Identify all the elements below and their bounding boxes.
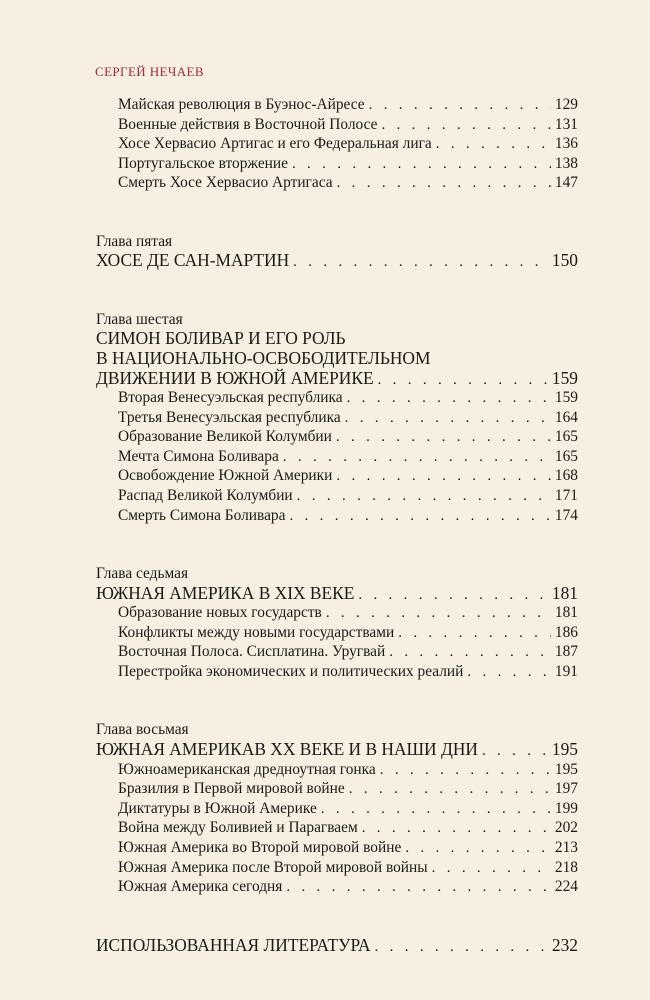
toc-entry-title: Диктатуры в Южной Америке: [118, 799, 317, 817]
table-of-contents: [96, 95, 578, 955]
toc-entry-title: Образование новых государств: [118, 604, 322, 622]
toc-entry-title: Освобождение Южной Америки: [118, 467, 333, 485]
toc-entry-page: 187: [554, 643, 578, 661]
toc-entry[interactable]: [96, 486, 578, 506]
toc-entry[interactable]: [96, 662, 578, 682]
toc-entry-title: Перестройка экономических и политических реалий: [118, 663, 464, 680]
toc-entry-title: Восточная Полоса. Сисплатина. Уругвай: [118, 643, 386, 661]
toc-entry[interactable]: [96, 779, 578, 799]
dot-leader: [289, 507, 550, 527]
dot-leader: [347, 389, 551, 409]
literature-page: 232: [551, 934, 578, 955]
toc-entry-page: 174: [554, 506, 578, 524]
toc-entry[interactable]: [96, 388, 578, 408]
toc-entry[interactable]: [96, 154, 578, 174]
toc-entry[interactable]: [96, 858, 578, 878]
toc-entry-page: 131: [554, 115, 578, 133]
toc-entry[interactable]: [96, 760, 578, 780]
toc-entry-page: 165: [554, 428, 578, 446]
chapter-title-entry[interactable]: [96, 584, 578, 604]
toc-entry-page: 181: [554, 604, 578, 622]
toc-entry-page: 202: [554, 819, 578, 837]
toc-entry-title: Образование Великой Колумбии: [118, 428, 332, 446]
running-header-author: СЕРГЕЙ НЕЧАЕВ: [95, 64, 204, 79]
dot-leader: [432, 859, 551, 879]
toc-entry-title: Южная Америка после Второй мировой войны: [118, 858, 428, 876]
toc-entry-title: Война между Боливией и Парагваем: [118, 819, 358, 837]
toc-entry-title: Конфликты между новыми государствами: [118, 623, 395, 641]
chapter-page: 150: [551, 250, 578, 271]
toc-entry[interactable]: [96, 427, 578, 447]
toc-entry-page: 138: [554, 154, 578, 172]
dot-leader: [337, 174, 551, 194]
dot-leader: [482, 742, 548, 762]
dot-leader: [297, 487, 551, 507]
dot-leader: [336, 428, 551, 448]
toc-entry-page: 147: [554, 174, 578, 192]
dot-leader: [380, 761, 551, 781]
toc-entry-title: Военные действия в Восточной Полосе: [118, 115, 378, 133]
toc-entry-page: 213: [554, 838, 578, 856]
toc-entry-title: Третья Венесуэльская республика: [118, 408, 341, 426]
dot-leader: [381, 116, 550, 136]
toc-entry[interactable]: [96, 642, 578, 662]
chapter-title: ЮЖНАЯ АМЕРИКАВ XX ВЕКЕ И В НАШИ ДНИ: [96, 738, 478, 759]
chapter-title-entry[interactable]: [96, 369, 578, 389]
toc-entry[interactable]: [96, 623, 578, 643]
dot-leader: [378, 371, 548, 391]
chapter-title: ЮЖНАЯ АМЕРИКА В XIX ВЕКЕ: [96, 582, 355, 603]
toc-entry-title: Южная Америка во Второй мировой войне: [118, 838, 402, 856]
toc-entry-page: 164: [554, 408, 578, 426]
toc-entry-title: Хосе Хервасио Артигас и его Федеральная лига: [118, 135, 432, 153]
dot-leader: [369, 96, 551, 116]
toc-entry-title: Смерть Хосе Хервасио Артигаса: [118, 174, 333, 192]
toc-entry-title: Португальское вторжение: [118, 154, 288, 172]
toc-entry[interactable]: [96, 818, 578, 838]
toc-entry-page: 218: [554, 858, 578, 876]
dot-leader: [326, 604, 551, 624]
dot-leader: [286, 878, 551, 898]
toc-entry[interactable]: [96, 447, 578, 467]
chapter-label: Глава восьмая: [96, 721, 189, 739]
dot-leader: [436, 135, 551, 155]
chapter-title-entry[interactable]: [96, 740, 578, 760]
toc-entry[interactable]: [96, 134, 578, 154]
toc-entry-title: Южная Америка сегодня: [118, 878, 283, 896]
toc-entry-page: 191: [554, 663, 578, 680]
toc-entry[interactable]: [96, 838, 578, 858]
toc-entry-title: Вторая Венесуэльская республика: [118, 389, 343, 407]
toc-entry[interactable]: [96, 466, 578, 486]
toc-entry[interactable]: [96, 408, 578, 428]
dot-leader: [292, 155, 551, 175]
chapter-page: 195: [551, 738, 578, 759]
toc-entry[interactable]: [96, 95, 578, 115]
dot-leader: [375, 938, 548, 958]
dot-leader: [293, 253, 548, 273]
dot-leader: [336, 467, 551, 487]
toc-entry-title: Южноамериканская дредноутная гонка: [118, 760, 376, 778]
toc-entry-page: 224: [554, 878, 578, 896]
toc-entry-page: 159: [554, 389, 578, 407]
dot-leader: [405, 839, 551, 859]
toc-entry-page: 136: [554, 135, 578, 153]
toc-entry[interactable]: [96, 173, 578, 193]
toc-entry-page: 186: [554, 623, 578, 641]
toc-entry[interactable]: [96, 506, 578, 526]
chapter-title-line: СИМОН БОЛИВАР И ЕГО РОЛЬ: [96, 328, 346, 349]
toc-entry-title: Майская революция в Буэнос-Айресе: [118, 96, 365, 113]
dot-leader: [349, 780, 551, 800]
chapter-label: Глава седьмая: [96, 565, 189, 583]
toc-entry[interactable]: [96, 115, 578, 135]
literature-title: ИСПОЛЬЗОВАННАЯ ЛИТЕРАТУРА: [96, 934, 371, 955]
toc-entry-title: Бразилия в Первой мировой войне: [118, 780, 345, 798]
toc-entry-page: 171: [554, 487, 578, 505]
literature-entry[interactable]: [96, 936, 578, 956]
chapter-page: 181: [551, 582, 578, 603]
toc-entry-page: 197: [554, 780, 578, 798]
dot-leader: [398, 624, 551, 644]
toc-entry-page: 168: [554, 467, 578, 485]
chapter-label: Глава шестая: [96, 310, 183, 328]
toc-entry-title: Распад Великой Колумбии: [118, 487, 293, 505]
chapter-title: ХОСЕ ДЕ САН-МАРТИН: [96, 250, 290, 271]
chapter-title: ДВИЖЕНИИ В ЮЖНОЙ АМЕРИКЕ: [96, 367, 374, 388]
toc-entry-title: Мечта Симона Боливара: [118, 447, 279, 465]
toc-entry-page: 195: [554, 760, 578, 778]
toc-entry[interactable]: [96, 799, 578, 819]
chapter-title-entry[interactable]: [96, 251, 578, 271]
dot-leader: [358, 586, 548, 606]
dot-leader: [467, 663, 551, 683]
chapter-title-line: В НАЦИОНАЛЬНО-ОСВОБОДИТЕЛЬНОМ: [96, 347, 431, 368]
dot-leader: [283, 448, 551, 468]
toc-entry[interactable]: [96, 603, 578, 623]
toc-entry[interactable]: [96, 877, 578, 897]
toc-entry-page: 165: [554, 447, 578, 465]
dot-leader: [389, 643, 551, 663]
chapter-label: Глава пятая: [96, 232, 173, 250]
chapter-page: 159: [551, 367, 578, 388]
dot-leader: [345, 409, 551, 429]
toc-entry-title: Смерть Симона Боливара: [118, 506, 286, 524]
dot-leader: [362, 819, 551, 839]
dot-leader: [321, 800, 551, 820]
toc-entry-page: 129: [554, 96, 578, 113]
toc-entry-page: 199: [554, 799, 578, 817]
